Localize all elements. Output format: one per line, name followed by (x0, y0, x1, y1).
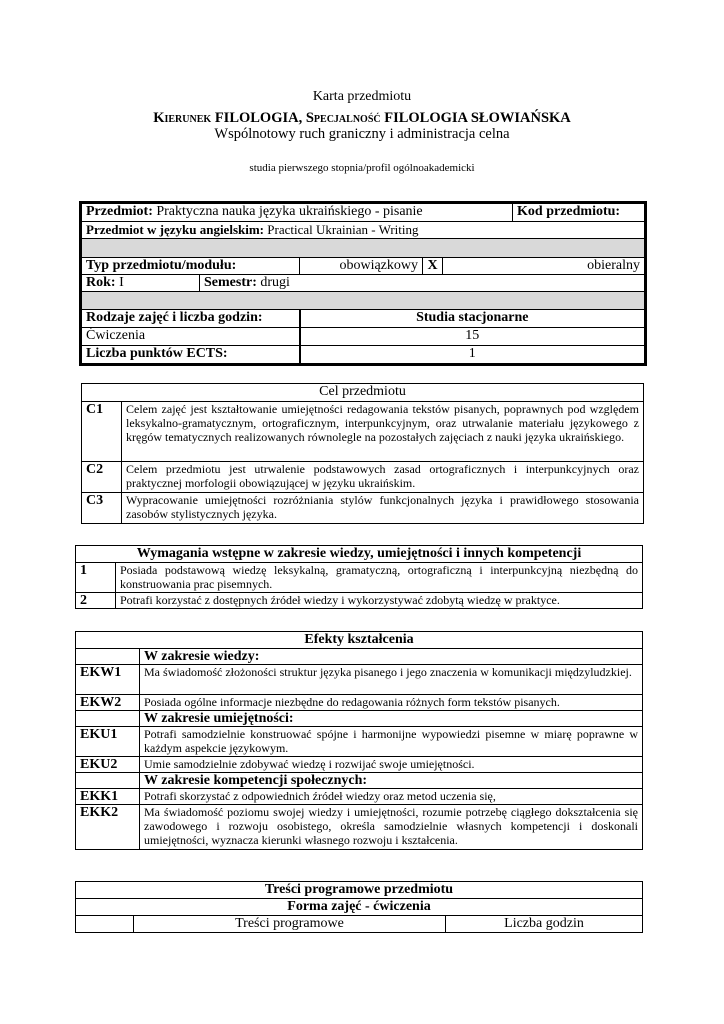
tresci-column-header: Treści programowe (134, 916, 446, 933)
cel-table (81, 383, 644, 524)
cel-code: C2 (82, 462, 122, 493)
obowiazkowy-value: obowiązkowy (300, 258, 423, 275)
umiejetnosci-header: W zakresie umiejętności: (140, 711, 643, 727)
wymagania-table (75, 545, 643, 609)
wymagania-text: Posiada podstawową wiedzę leksykalną, gramatyczną, ortograficzną i interpunkcyjną niezbędną do konstruowania prac pisemnych. (116, 563, 643, 593)
rok-label: Rok: (86, 275, 116, 290)
ekk1-text: Potrafi skorzystać z odpowiednich źródeł wiedzy oraz metod uczenia się, (140, 789, 643, 805)
efekty-table (75, 631, 643, 850)
eku2-code: EKU2 (76, 757, 140, 773)
semestr-value: drugi (260, 275, 290, 290)
ects-value: 1 (300, 346, 645, 364)
lp-header (76, 916, 134, 933)
ekw2-code: EKW2 (76, 695, 140, 711)
doc-title: Karta przedmiotu (312, 89, 412, 104)
wiedza-header: W zakresie wiedzy: (140, 649, 643, 665)
kompetencje-header: W zakresie kompetencji społecznych: (140, 773, 643, 789)
typ-label: Typ przedmiotu/modułu: (82, 258, 300, 275)
grey-separator (82, 292, 645, 310)
godzin-column-header: Liczba godzin (446, 916, 643, 933)
wymagania-code: 2 (76, 593, 116, 609)
rok-cell (82, 275, 200, 292)
subject-table (81, 203, 645, 364)
tresci-table (75, 881, 643, 933)
cel-code: C1 (82, 402, 122, 462)
ekk1-code: EKK1 (76, 789, 140, 805)
przedmiot-cell (82, 204, 513, 222)
specjalnosc-word: Specjalność (305, 110, 381, 126)
eku2-text: Umie samodzielnie zdobywać wiedzę i rozwijać swoje umiejętności. (140, 757, 643, 773)
cel-title: Cel przedmiotu (82, 384, 644, 402)
rodzaje-label: Rodzaje zajęć i liczba godzin: (82, 310, 300, 328)
efekty-title: Efekty kształcenia (76, 632, 643, 649)
ekk2-text: Ma świadomość poziomu swojej wiedzy i umiejętności, rozumie potrzebę ciągłego dokształcenia się zawodowego i rozwoju osobistego, określa samodzielnie własnych kompetencji i doskonali umiejętności, wyznacza kierunki własnego rozwoju i kształcenia. (140, 805, 643, 850)
english-cell (82, 222, 645, 239)
tresci-title: Treści programowe przedmiotu (76, 882, 643, 899)
cel-text: Celem zajęć jest kształtowanie umiejętności redagowania tekstów pisanych, poprawnych pod względem leksykalno-gramatycznym, ortograficznym, interpunkcyjnym, oraz utrwalanie materiału językowego z kręgów tematycznych realizowanych równolegle na pozostałych zajęciach z nauki języka ukraińskiego. (122, 402, 644, 462)
specjalnosc-value: FILOLOGIA SŁOWIAŃSKA (384, 110, 571, 126)
wymagania-text: Potrafi korzystać z dostępnych źródeł wiedzy i wykorzystywać zdobytą wiedzę w praktyce. (116, 593, 643, 609)
obieralny-value: obieralny (443, 258, 645, 275)
ekw1-code: EKW1 (76, 665, 140, 695)
cwiczenia-value: 15 (300, 328, 645, 346)
rok-value: I (119, 275, 124, 290)
doc-subtitle: Wspólnotowy ruch graniczny i administracja celna (214, 126, 510, 142)
english-label: Przedmiot w języku angielskim: (86, 222, 265, 237)
semestr-cell (200, 275, 645, 292)
kierunek-value: FILOLOGIA, (214, 110, 303, 126)
cel-text: Celem przedmiotu jest utrwalenie podstawowych zasad ortograficznych i interpunkcyjnych oraz praktycznej morfologii obowiązującej w języku ukraińskim. (122, 462, 644, 493)
kierunek-line (0, 110, 724, 127)
ekk2-code: EKK2 (76, 805, 140, 850)
wymagania-title: Wymagania wstępne w zakresie wiedzy, umiejętności i innych kompetencji (76, 546, 643, 563)
eku1-code: EKU1 (76, 727, 140, 757)
obowiazkowy-mark: X (423, 258, 443, 275)
cel-code: C3 (82, 493, 122, 524)
ects-label: Liczba punktów ECTS: (82, 346, 300, 364)
wymagania-code: 1 (76, 563, 116, 593)
ekw1-text: Ma świadomość złożoności struktur języka pisanego i jego znaczenia w komunikacji międzyludzkiej. (140, 665, 643, 695)
ekw2-text: Posiada ogólne informacje niezbędne do redagowania różnych form tekstów pisanych. (140, 695, 643, 711)
grey-separator (82, 239, 645, 258)
semestr-label: Semestr: (204, 275, 257, 290)
przedmiot-value: Praktyczna nauka języka ukraińskiego - pisanie (156, 204, 423, 219)
kod-label: Kod przedmiotu: (513, 204, 645, 222)
cel-text: Wypracowanie umiejętności rozróżniania stylów funkcjonalnych języka i prawidłowego stosowania zasobów stylistycznych języka. (122, 493, 644, 524)
kierunek-word: Kierunek (153, 110, 212, 126)
forma-zajec: Forma zajęć - ćwiczenia (76, 899, 643, 916)
cwiczenia-label: Ćwiczenia (82, 328, 300, 346)
eku1-text: Potrafi samodzielnie konstruować spójne i harmonijne wypowiedzi pisemne w miarę poprawne w każdym aspekcie językowym. (140, 727, 643, 757)
studies-line: studia pierwszego stopnia/profil ogólnoakademicki (249, 162, 475, 174)
english-value: Practical Ukrainian - Writing (267, 222, 419, 237)
przedmiot-label: Przedmiot: (86, 204, 153, 219)
studia-label: Studia stacjonarne (300, 310, 645, 328)
